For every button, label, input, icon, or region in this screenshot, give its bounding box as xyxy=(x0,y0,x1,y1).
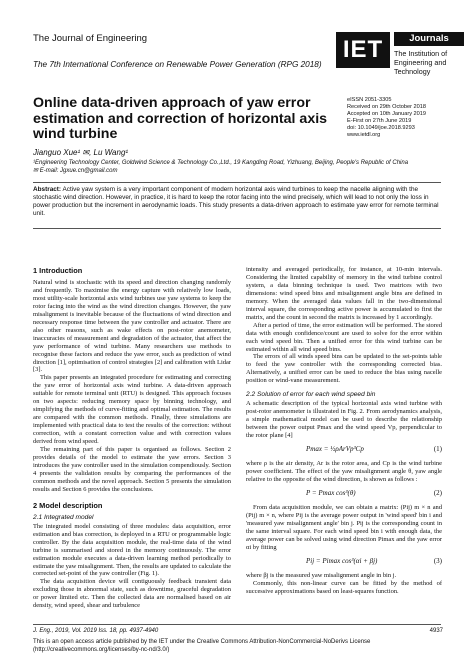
paragraph: The remaining part of this paper is organised as follows. Section 2 provides details of the model to estimate the yaw errors. Section 3 introduces the yaw controller used in the simulation compendiously. Section 4 presents the validation results by comparing the performances of the common methods and the novel approach. Section 5 presents the simulation results and Section 6 provides the conclusions. xyxy=(33,446,231,493)
section-2-heading: 2 Model description xyxy=(33,500,103,510)
abstract-label: Abstract: xyxy=(33,186,62,193)
abstract xyxy=(33,186,443,218)
footer-divider xyxy=(33,624,441,625)
right-column xyxy=(246,266,442,596)
equation-1 xyxy=(246,443,442,457)
journal-name: The Journal of Engineering xyxy=(33,33,148,44)
paragraph: intensity and averaged periodically, for instance, at 10-min intervals. Considering the limited capability of memory in the wind turbine control system, a data binning technique is used. Two matrices with two dimensions: wind speed bins and misalignment angle bins are defined in memory. When the averaged data values fall in the two-dimensional interval square, the corresponding active power is accumulated to first the matrix, and the count in second the matrix is increased by 1 accordingly. xyxy=(246,266,442,321)
equation-expression: Pmax = ½ρArVp³Cp xyxy=(306,445,364,454)
page-number: 4937 xyxy=(429,628,443,634)
equation-number: (3) xyxy=(433,556,442,565)
institution-name xyxy=(394,49,466,76)
paper-metadata xyxy=(347,97,472,140)
meta-accepted: Accepted on 10th January 2019 xyxy=(347,111,426,118)
author-email[interactable]: ✉ E-mail: Jgxue.cn@gmail.com xyxy=(33,167,118,174)
equation-expression: P = Pmax cos³(θ) xyxy=(306,488,356,497)
abstract-text: Active yaw system is a very important component of modern horizontal axis wind turbines to keep the nacelle aligning with the stochastic wind direction. However, in practice, it is hard to keep the rotor facing into the wind precisely, which will lead to not only the loss in power production but the increment in aerodynamic loads. This study presents a data-driven approach to estimate yaw error for remote terminal unit. xyxy=(33,186,439,217)
paragraph: where ρ is the air density, Ar is the rotor area, and Cp is the wind turbine power coefficient. The effect of the yaw misalignment angle θ, yaw angle relative to the opposite of the wind direction, is shown as follows : xyxy=(246,460,442,483)
paragraph: After a period of time, the error estimation will be performed. The stored data with enough confidence/count are used to solve for the error within each wind speed bin. Then a unified error for this wind turbine can be estimated within all wind speed bins. xyxy=(246,321,442,353)
divider-bottom xyxy=(33,228,441,229)
institution-line-1: The Institution of xyxy=(394,49,448,58)
paragraph: where βj is the measured yaw misalignment angle in bin j. xyxy=(246,571,397,579)
divider-top xyxy=(33,182,441,183)
paragraph: This paper presents an integrated procedure for estimating and correcting the yaw error of horizontal axis wind turbine. A data-driven approach suitable for remote terminal unit (RTU) is designed. This approach focuses on two aspects: reducing memory space by binning technology, and simplifying the methods of curve-fitting and optimal estimation. The results are compared with the common methods. Finally, three simulations are implemented with practical data to test the results of the correction: without correction, with a constant correction value and with correction values derived from wind speed. xyxy=(33,374,231,446)
institution-line-2: Engineering and Technology xyxy=(394,58,447,76)
equation-2 xyxy=(246,487,442,501)
equation-3 xyxy=(246,555,442,569)
conference-name: The 7th International Conference on Renewable Power Generation (RPG 2018) xyxy=(33,60,322,69)
meta-efirst: E-First on 27th June 2019 xyxy=(347,118,412,125)
equation-expression: Pij = Pimax cos³(αi + βj) xyxy=(306,556,378,565)
authors: Jianguo Xue¹ ✉, Lu Wang¹ xyxy=(33,148,129,157)
equation-number: (2) xyxy=(433,488,442,497)
section-1-heading: 1 Introduction xyxy=(33,266,83,275)
paragraph: The errors of all winds speed bins can be updated to the set-points table to feed the yaw controller with the corresponding corrected bias. Alternatively, a unified error can be used to reduce the bias using nacelle position or wind-vane measurement. xyxy=(246,353,442,385)
paragraph: Commonly, this non-linear curve can be fitted by the method of successive approximations based on least-squares function. xyxy=(246,579,442,595)
citation: J. Eng., 2019, Vol. 2019 Iss. 18, pp. 4937-4940 xyxy=(33,628,159,634)
section-2-2-heading: 2.2 Solution of error for each wind speed bin xyxy=(246,391,376,399)
journals-tag: Journals xyxy=(394,32,464,46)
meta-website[interactable]: www.ietdl.org xyxy=(347,132,381,139)
equation-number: (1) xyxy=(433,445,442,454)
iet-journals-logo xyxy=(336,32,464,92)
license-notice: This is an open access article published by the IET under the Creative Commons Attribution-NonCommercial-NoDerivs License (http://creativecommons.org/licenses/by-nc-nd/3.0/) xyxy=(33,639,371,653)
affiliation-block xyxy=(33,160,463,175)
footer-citation-row xyxy=(33,628,443,634)
meta-received: Received on 29th October 2018 xyxy=(347,104,426,111)
paragraph: A schematic description of the typical horizontal axis wind turbine with post-rotor anemometer is illustrated in Fig. 2. From aerodynamics analysis, a simple mathematical model can be used to describe the relationship between the power output Pmax and the wind speed Vp, perpendicular to the rotor plane [4] xyxy=(246,400,442,440)
meta-doi[interactable]: doi: 10.1049/joe.2018.9293 xyxy=(347,125,415,132)
paragraph: From data acquisition module, we can obtain a matrix: (Pij) m × n and (Pij) m × n, where Pij is the average power output in 'wind speed' bin i and 'measured yaw misalignment angle' bin j. Pij is the corresponding count in the same interval square. For each wind speed bin i with enough data, the average power can be solved using wind direction Pimax and the yaw error αi by fitting xyxy=(246,503,442,551)
paragraph: The integrated model consisting of three modules: data acquisition, error estimation and bias correction, is deployed in a RTU or programmable logic controller. By the data acquisition module, the real-time data of the wind turbine is summarised and stored in the memory continuously. The error estimation module executes a data-driven learning method periodically to estimate the yaw misalignment. Then, the results are updated to calculate the corrected set-point of the yaw controller (Fig. 1). xyxy=(33,522,231,578)
section-2-1-heading: 2.1 Integrated model xyxy=(33,513,94,521)
meta-eissn: eISSN 2051-3305 xyxy=(347,97,392,103)
paper-title: Online data-driven approach of yaw error estimation and correction of horizontal axis wind turbine xyxy=(33,95,328,142)
paragraph: The data acquisition device will contiguously feedback transient data excluding those in abnormal state, such as downtime, graceful degradation or power limited etc. Then the collected data are normalised based on air density, wind speed, shear and turbulence xyxy=(33,578,231,610)
iet-logo-mark: IET xyxy=(336,32,390,68)
left-column xyxy=(33,266,231,610)
paragraph: Natural wind is stochastic with its speed and direction changing randomly and frequently. To maximise the energy capture with relatively low loads, most utility-scale horizontal axis wind turbines use yaw systems to keep the rotor facing into the wind as the wind direction changes. However, the yaw misalignment is inevitable because of the fluctuations of wind direction and necessary response time between the yaw controller and actuator. There are also other reasons, such as wake effects on post-rotor anemometer, inaccuracies of measurement and degradation of the actuator, that affect the yaw performance of wind turbine. Many researchers use methods to recognise these factors and reduce the yaw error, such as prediction of wind direction [1], optimisation of control strategies [2] and calibration with Lidar [3]. xyxy=(33,279,231,374)
affiliation: ¹Engineering Technology Center, Goldwind Science & Technology Co.,Ltd., 19 Kangding Road, Yizhuang, Beijing, People's Republic of China xyxy=(33,160,409,166)
